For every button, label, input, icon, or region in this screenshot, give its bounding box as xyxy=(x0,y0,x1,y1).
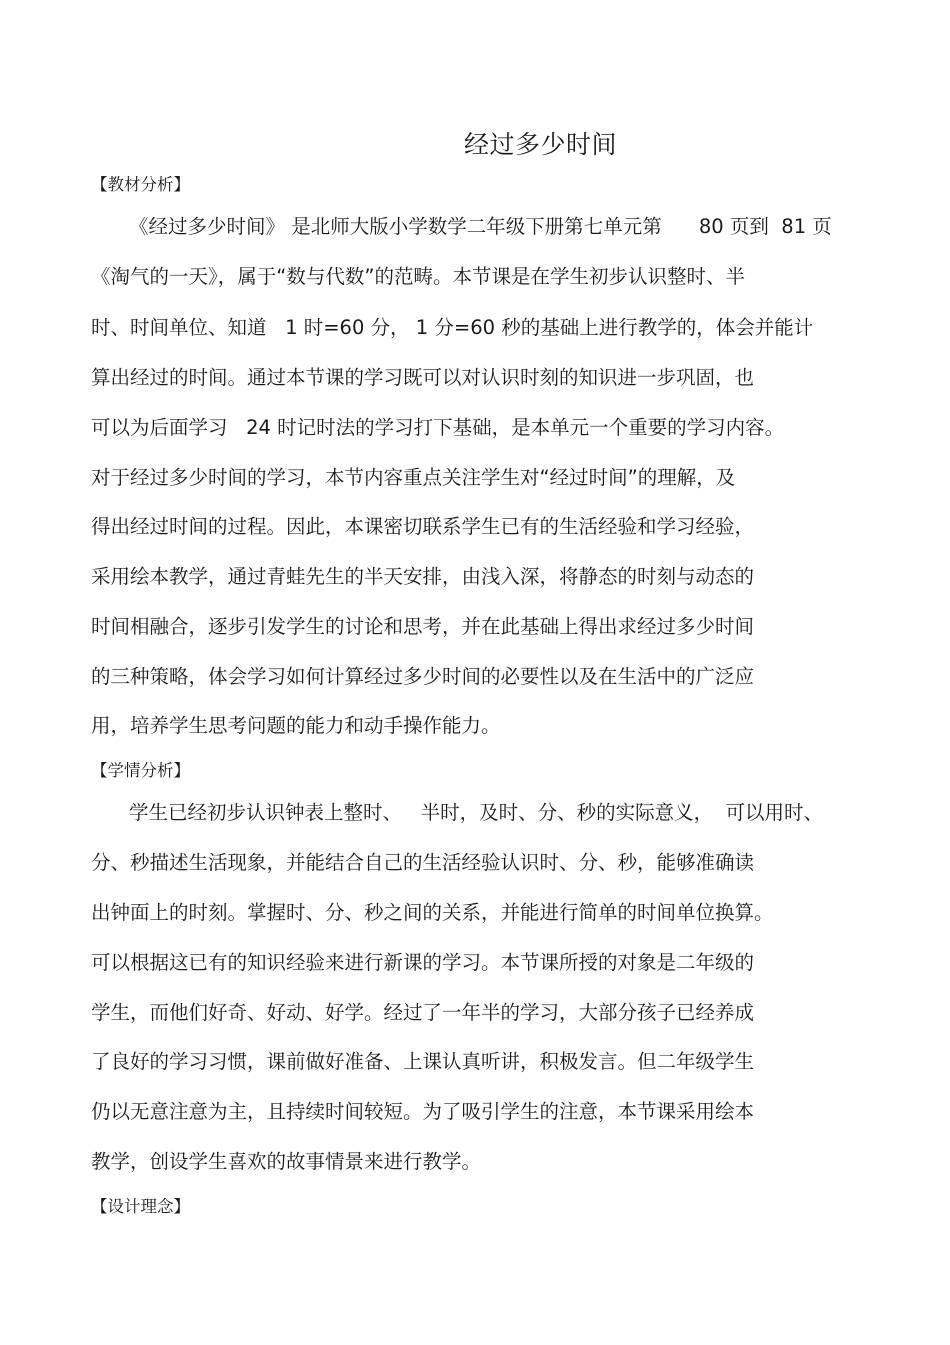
paragraph-line: 的三种策略，体会学习如何计算经过多少时间的必要性以及在生活中的广泛应 xyxy=(91,665,755,688)
paragraph-line: 分、秒描述生活现象，并能结合自己的生活经验认识时、分、秒，能够准确读 xyxy=(91,851,755,874)
paragraph-line: 可以根据这已有的知识经验来进行新课的学习。本节课所授的对象是二年级的 xyxy=(91,951,755,974)
paragraph-line: 教学，创设学生喜欢的故事情景来进行教学。 xyxy=(91,1150,482,1173)
section-heading-textbook-analysis: 【教材分析】 xyxy=(91,175,190,194)
paragraph-line: 学生，而他们好奇、好动、好学。经过了一年半的学习，大部分孩子已经养成 xyxy=(91,1001,755,1024)
paragraph-line: 得出经过时间的过程。因此，本课密切联系学生已有的生活经验和学习经验， xyxy=(91,515,755,538)
paragraph-line: 算出经过的时间。通过本节课的学习既可以对认识时刻的知识进一步巩固，也 xyxy=(91,366,755,389)
paragraph-line: 出钟面上的时刻。掌握时、分、秒之间的关系，并能进行简单的时间单位换算。 xyxy=(91,901,774,924)
section-heading-design-concept: 【设计理念】 xyxy=(91,1197,190,1216)
paragraph-line: 《淘气的一天》，属于“数与代数”的范畴。本节课是在学生初步认识整时、半 xyxy=(91,265,745,288)
paragraph-line: 用，培养学生思考问题的能力和动手操作能力。 xyxy=(91,714,501,737)
paragraph-line: 时、时间单位、知道 1 时=60 分， 1 分=60 秒的基础上进行教学的，体会并能计 xyxy=(91,316,814,339)
paragraph-line: 了良好的学习习惯，课前做好准备、上课认真听讲，积极发言。但二年级学生 xyxy=(91,1050,755,1073)
paragraph-line: 学生已经初步认识钟表上整时、 半时，及时、分、秒的实际意义， 可以用时、 xyxy=(129,801,823,824)
paragraph-line: 对于经过多少时间的学习，本节内容重点关注学生对“经过时间”的理解，及 xyxy=(91,466,736,489)
paragraph-line: 仍以无意注意为主，且持续时间较短。为了吸引学生的注意，本节课采用绘本 xyxy=(91,1100,755,1123)
section-heading-student-analysis: 【学情分析】 xyxy=(91,761,190,780)
paragraph-line: 采用绘本教学，通过青蛙先生的半天安排，由浅入深，将静态的时刻与动态的 xyxy=(91,565,755,588)
paragraph-line: 《经过多少时间》 是北师大版小学数学二年级下册第七单元第 80 页到 81 页 xyxy=(129,215,832,238)
document-title: 经过多少时间 xyxy=(464,130,618,159)
paragraph-line: 时间相融合，逐步引发学生的讨论和思考，并在此基础上得出求经过多少时间 xyxy=(91,615,755,638)
paragraph-line: 可以为后面学习 24 时记时法的学习打下基础，是本单元一个重要的学习内容。 xyxy=(91,416,785,439)
